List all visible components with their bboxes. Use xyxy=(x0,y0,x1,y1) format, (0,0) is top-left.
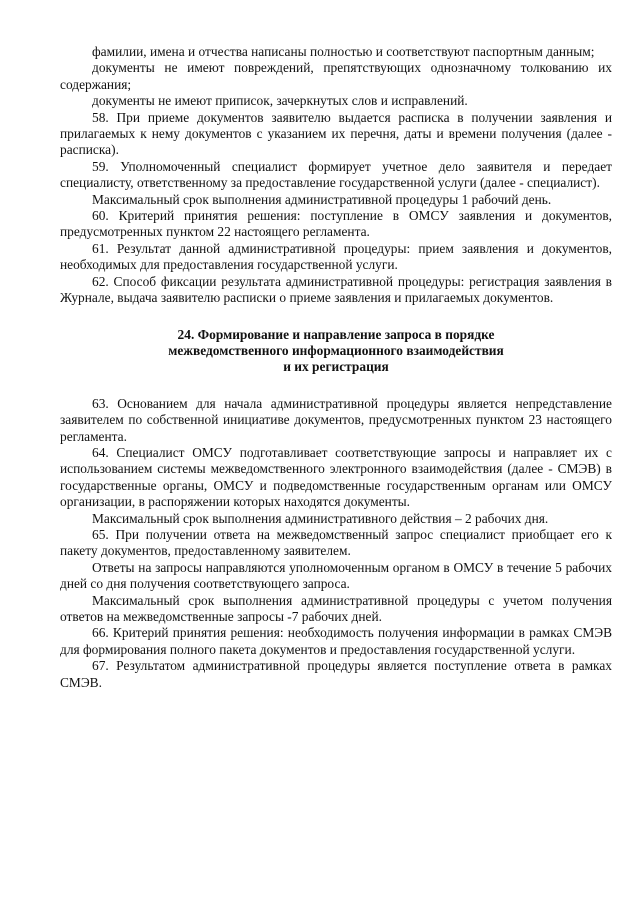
paragraph-max-term-1: Максимальный срок выполнения административной процедуры 1 рабочий день. xyxy=(92,191,552,207)
paragraph-64: 64. Специалист ОМСУ подготавливает соответствующие запросы и направляет их с использованием системы межведомственного электронного взаимодействия (далее - СМЭВ) в государственные органы, ОМСУ и подведомственные государственным органам или ОМСУ организации, в распоряжении которых находятся документы. xyxy=(60,444,612,510)
paragraph-65: 65. При получении ответа на межведомственный запрос специалист приобщает его к пакету документов, предоставленному заявителем. xyxy=(60,526,612,559)
document-body xyxy=(60,44,612,691)
paragraph-58: 58. При приеме документов заявителю выдается расписка в получении заявления и прилагаемых к нему документов с указанием их перечня, даты и времени получения (далее - расписка). xyxy=(60,109,612,158)
section-heading xyxy=(60,327,612,376)
paragraph-60: 60. Критерий принятия решения: поступление в ОМСУ заявления и документов, предусмотренных пунктом 22 настоящего регламента. xyxy=(60,208,612,240)
paragraph-61: 61. Результат данной административной процедуры: прием заявления и документов, необходимых для предоставления государственной услуги. xyxy=(60,240,612,273)
paragraph-max-term-2: Максимальный срок выполнения административного действия – 2 рабочих дня. xyxy=(92,510,549,526)
paragraph-66: 66. Критерий принятия решения: необходимость получения информации в рамках СМЭВ для формирования полного пакета документов и предоставления государственной услуги. xyxy=(60,625,612,657)
paragraph-no-damage: документы не имеют повреждений, препятствующих однозначному толкованию их содержания; xyxy=(60,60,612,92)
heading-line-3: и их регистрация xyxy=(283,359,389,375)
paragraph-67: 67. Результатом административной процедуры является поступление ответа в рамках СМЭВ. xyxy=(60,658,612,690)
heading-line-2: межведомственного информационного взаимодействия xyxy=(168,342,504,358)
paragraph-no-corrections: документы не имеют приписок, зачеркнутых слов и исправлений. xyxy=(92,93,468,109)
paragraph-62: 62. Способ фиксации результата административной процедуры: регистрация заявления в Журнале, выдача заявителю расписки о приеме заявления и прилагаемых документов. xyxy=(60,273,612,306)
paragraph-answers-term: Ответы на запросы направляются уполномоченным органом в ОМСУ в течение 5 рабочих дней со дня получения соответствующего запроса. xyxy=(60,559,612,592)
paragraph-63: 63. Основанием для начала административной процедуры является непредставление заявителем по собственной инициативе документов, предусмотренных пунктом 23 настоящего регламента. xyxy=(60,395,612,444)
heading-line-1: 24. Формирование и направление запроса в порядке xyxy=(177,326,495,342)
paragraph-full-names: фамилии, имена и отчества написаны полностью и соответствуют паспортным данным; xyxy=(92,44,595,59)
paragraph-max-term-7: Максимальный срок выполнения административной процедуры с учетом получения ответов на межведомственные запросы -7 рабочих дней. xyxy=(60,592,612,624)
paragraph-59: 59. Уполномоченный специалист формирует учетное дело заявителя и передает специалисту, ответственному за предоставление государственной услуги (далее - специалист). xyxy=(60,158,612,191)
